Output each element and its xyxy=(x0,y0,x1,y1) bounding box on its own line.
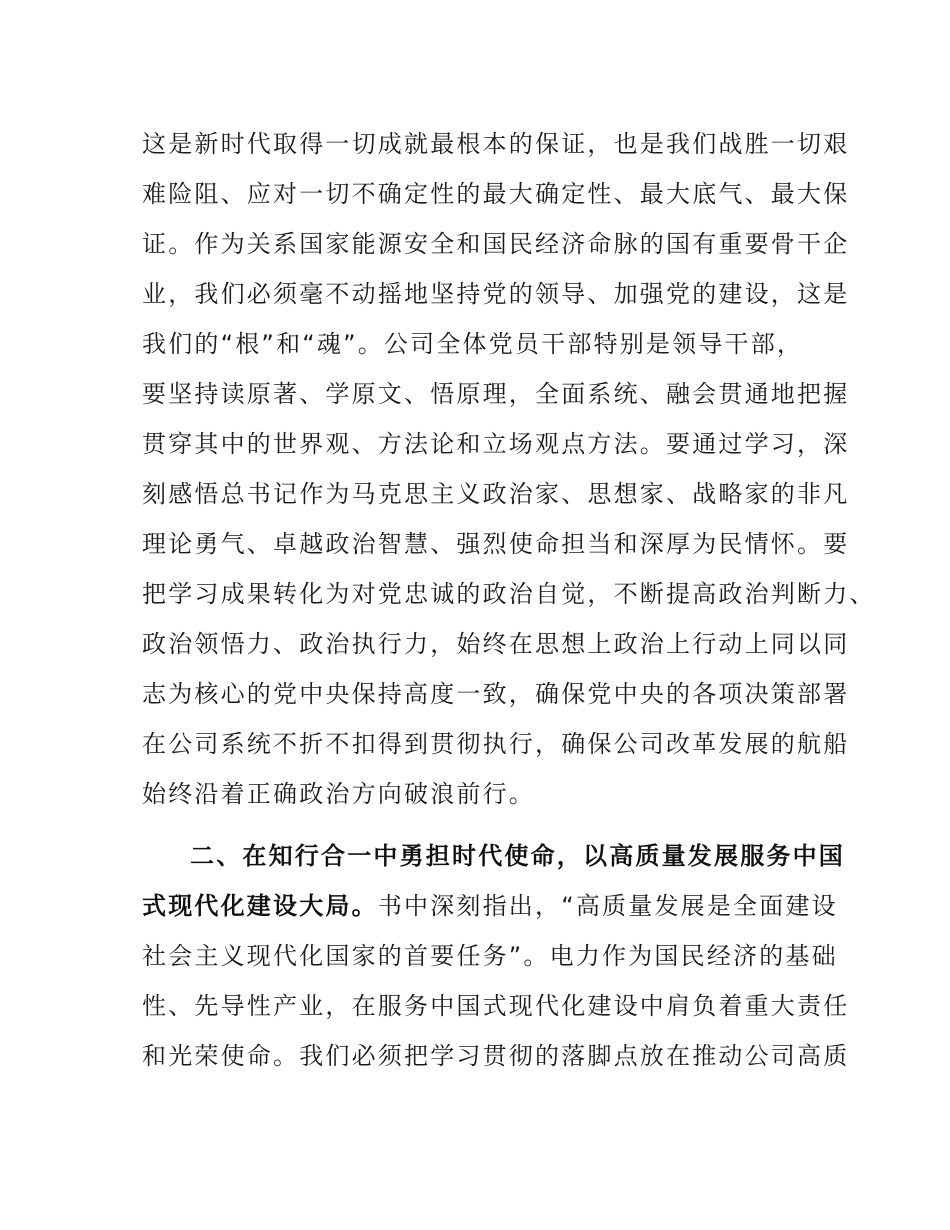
text-line: 难险阻、应对一切不确定性的最大确定性、最大底气、最大保 xyxy=(142,180,850,208)
text-line: 刻感悟总书记作为马克思主义政治家、思想家、战略家的非凡 xyxy=(142,480,850,508)
text-line: 把学习成果转化为对党忠诚的政治自觉，不断提高政治判断力、 xyxy=(142,580,876,608)
text-line: 和光荣使命。我们必须把学习贯彻的落脚点放在推动公司高质 xyxy=(142,1042,850,1070)
text-line xyxy=(142,886,838,926)
text-line: 在公司系统不折不扣得到贯彻执行，确保公司改革发展的航船 xyxy=(142,730,850,758)
text-segment: 书中深刻指出，“高质量发展是全面建设 xyxy=(377,892,838,920)
text-line: 这是新时代取得一切成就最根本的保证，也是我们战胜一切艰 xyxy=(142,130,850,158)
text-line: 始终沿着正确政治方向破浪前行。 xyxy=(142,780,535,808)
text-line: 贯穿其中的世界观、方法论和立场观点方法。要通过学习，深 xyxy=(142,430,850,458)
text-line: 理论勇气、卓越政治智慧、强烈使命担当和深厚为民情怀。要 xyxy=(142,530,850,558)
text-line: 政治领悟力、政治执行力，始终在思想上政治上行动上同以同 xyxy=(142,630,850,658)
text-line: 性、先导性产业，在服务中国式现代化建设中肩负着重大责任 xyxy=(142,992,850,1020)
text-line: 证。作为关系国家能源安全和国民经济命脉的国有重要骨干企 xyxy=(142,230,850,258)
text-line: 社会主义现代化国家的首要任务”。电力作为国民经济的基础 xyxy=(142,942,838,970)
section-heading-end: 式现代化建设大局。 xyxy=(142,892,378,920)
text-line: 业，我们必须毫不动摇地坚持党的领导、加强党的建设，这是 xyxy=(142,280,850,308)
text-line: 我们的“根”和“魂”。公司全体党员干部特别是领导干部， xyxy=(142,330,804,358)
section-heading: 二、在知行合一中勇担时代使命，以高质量发展服务中国 xyxy=(190,842,845,870)
text-line: 志为核心的党中央保持高度一致，确保党中央的各项决策部署 xyxy=(142,680,850,708)
text-line: 要坚持读原著、学原文、悟原理，全面系统、融会贯通地把握 xyxy=(142,380,850,408)
